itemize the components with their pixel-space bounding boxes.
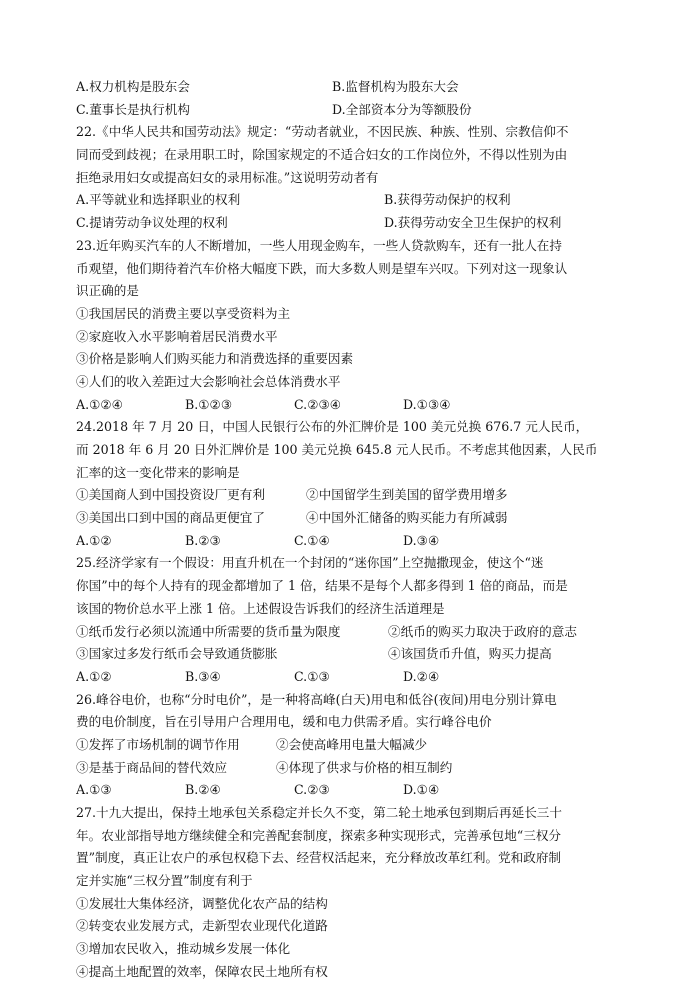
q22-stem-line: 22.《中华人民共和国劳动法》规定：“劳动者就业，不因民族、种族、性别、宗教信仰不 [76,124,569,140]
q25-stem-line: 你国”中的每个人持有的现金都增加了 1 倍，结果不是每个人都多得到 1 倍的商品，而是 [76,578,568,594]
q26-option-b: B.②④ [185,782,221,798]
q27-item: ④提高土地配置的效率，保障农民土地所有权 [76,963,328,979]
q26-option-d: D.①④ [403,782,440,798]
q24-items-row-1 [76,484,624,507]
q21-options-row-1 [76,76,624,99]
q24-items-row-2 [76,507,624,530]
q27-stem-line: 置”制度，真正让农户的承包权稳下去、经营权活起来，充分释放改革红利。党和政府制 [76,850,562,866]
q26-stem-line: 26.峰谷电价，也称“分时电价”，是一种将高峰(白天)用电和低谷(夜间)用电分别计算电 [76,691,557,707]
q25-option-d: D.②④ [403,668,440,684]
q24-option-d: D.③④ [403,532,440,548]
q23-option-c: C.②③④ [294,396,342,412]
q23-option-b: B.①②③ [185,396,233,412]
q23-option-d: D.①③④ [403,396,451,412]
q22-options-row-1 [76,189,624,212]
q24-option-b: B.②③ [185,532,221,548]
q22-option-d: D.获得劳动安全卫生保护的权利 [384,215,562,231]
q26-items-row-1 [76,734,624,757]
q25-item-4: ④该国货币升值，购买力提高 [388,646,552,662]
q24-item-1: ①美国商人到中国投资设厂更有利 [76,487,265,503]
q27-stem-line: 定并实施“三权分置”制度有利于 [76,873,253,889]
q22-options-row-2 [76,212,624,235]
q24-stem-line: 而 2018 年 6 月 20 日外汇牌价是 100 美元兑换 645.8 元人民币。不考虑其他因素，人民币 [76,442,598,457]
q25-stem-line: 25.经济学家有一个假设：用直升机在一个封闭的“迷你国”上空抛撒现金，使这个“迷 [76,555,544,571]
q22-option-a: A.平等就业和选择职业的权利 [76,192,241,208]
q23-item: ②家庭收入水平影响着居民消费水平 [76,328,278,344]
q25-option-c: C.①③ [294,668,330,684]
q27-item: ①发展壮大集体经济，调整优化农产品的结构 [76,895,328,911]
q22-stem-line: 同而受到歧视；在录用职工时，除国家规定的不适合妇女的工作岗位外，不得以性别为由 [76,147,568,163]
q23-options [76,394,624,417]
q27-item: ③增加农民收入，推动城乡发展一体化 [76,941,291,957]
q26-item-1: ①发挥了市场机制的调节作用 [76,736,240,752]
q25-stem-line: 该国的物价总水平上涨 1 倍。上述假设告诉我们的经济生活道理是 [76,600,445,616]
q25-option-b: B.③④ [185,668,221,684]
q26-item-3: ③是基于商品间的替代效应 [76,759,228,775]
q25-item-2: ②纸币的购买力取决于政府的意志 [388,623,577,639]
q24-item-4: ④中国外汇储备的购买能力有所减弱 [306,510,508,526]
q25-items-row-1 [76,621,624,644]
q23-stem-line: 币观望，他们期待着汽车价格大幅度下跌，而大多数人则是望车兴叹。下列对这一现象认 [76,260,568,276]
q26-item-4: ④体现了供求与价格的相互制约 [276,759,453,775]
q24-option-a: A.①② [76,532,112,548]
q22-stem-line: 拒绝录用妇女或提高妇女的录用标准。”这说明劳动者有 [76,169,379,185]
q21-option-a: A.权力机构是股东会 [76,79,190,94]
q21-options-row-2 [76,99,624,122]
q21-option-c: C.董事长是执行机构 [76,101,190,117]
q21-option-b: B.监督机构为股东大会 [332,79,459,94]
q23-stem-line: 23.近年购买汽车的人不断增加，一些人用现金购车，一些人贷款购车，还有一批人在持 [76,237,562,253]
q27-item: ②转变农业发展方式，走新型农业现代化道路 [76,918,328,934]
q25-item-3: ③国家过多发行纸币会导致通货膨胀 [76,646,278,662]
q23-item: ④人们的收入差距过大会影响社会总体消费水平 [76,373,341,389]
q24-item-3: ③美国出口到中国的商品更便宜了 [76,510,265,526]
q26-stem-line: 费的电价制度，旨在引导用户合理用电，缓和电力供需矛盾。实行峰谷电价 [76,714,492,730]
q24-item-2: ②中国留学生到美国的留学费用增多 [306,487,508,503]
q27-stem-line: 27.十九大提出，保持土地承包关系稳定并长久不变，第二轮土地承包到期后再延长三十 [76,805,562,820]
q26-options [76,779,624,802]
q26-option-c: C.②③ [294,782,330,798]
q23-item: ③价格是影响人们购买能力和消费选择的重要因素 [76,351,354,367]
q27-stem-line: 年。农业部指导地方继续健全和完善配套制度，探索多种实现形式，完善承包地“三权分 [76,827,562,843]
q26-item-2: ②会使高峰用电量大幅减少 [276,736,428,752]
q23-item: ①我国居民的消费主要以享受资料为主 [76,305,291,321]
q22-option-c: C.提请劳动争议处理的权利 [76,215,228,231]
q24-option-c: C.①④ [294,532,330,548]
q24-options [76,530,624,553]
q24-stem-line: 汇率的这一变化带来的影响是 [76,464,240,480]
exam-page [76,76,624,984]
q25-item-1: ①纸币发行必须以流通中所需要的货币量为限度 [76,623,341,639]
q23-stem-line: 识正确的是 [76,283,139,299]
q25-option-a: A.①② [76,668,112,684]
q21-option-d: D.全部资本分为等额股份 [332,101,472,117]
q23-option-a: A.①②④ [76,396,123,412]
q26-option-a: A.①③ [76,782,112,798]
q24-stem-line: 24.2018 年 7 月 20 日，中国人民银行公布的外汇牌价是 100 美元兑换 676.7 元人民币， [76,419,589,435]
q22-option-b: B.获得劳动保护的权利 [384,192,511,208]
q26-items-row-2 [76,757,624,780]
q25-items-row-2 [76,643,624,666]
q25-options [76,666,624,689]
